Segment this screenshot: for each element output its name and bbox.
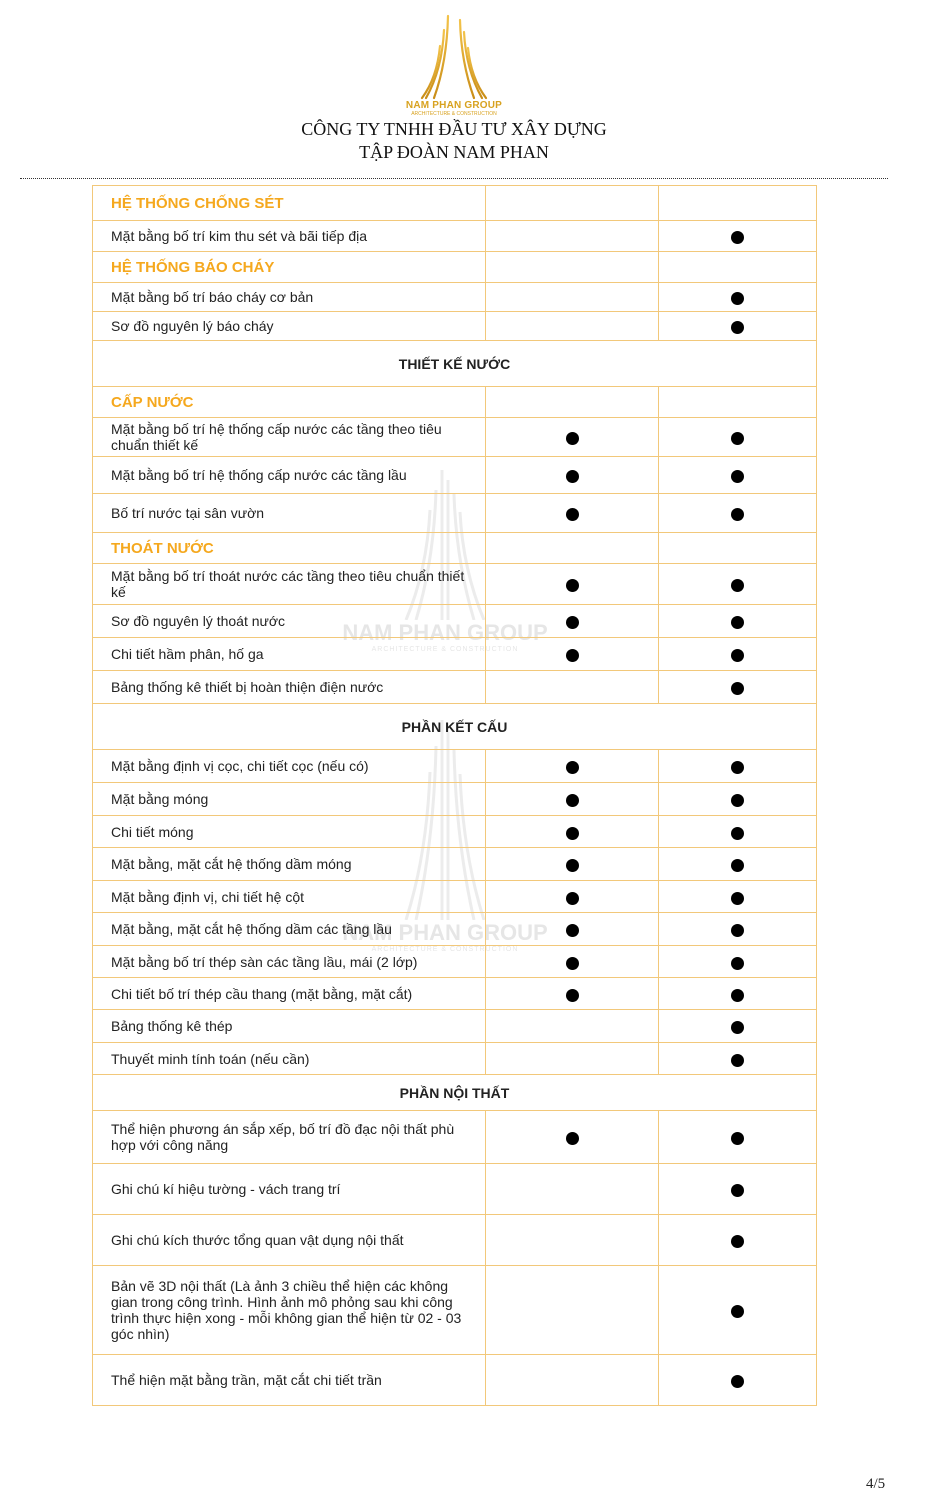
item-label: Bảng thống kê thiết bị hoàn thiện điện nước (93, 671, 486, 704)
subheading-row (93, 252, 817, 283)
filled-circle-icon (566, 892, 579, 905)
company-name-line1: CÔNG TY TNHH ĐẦU TƯ XÂY DỰNG (301, 119, 607, 139)
table-row (93, 638, 817, 671)
filled-circle-icon (731, 649, 744, 662)
mark-cell-col2 (659, 1043, 817, 1075)
mark-cell-col1 (486, 1215, 659, 1266)
mark-cell-col1 (486, 533, 659, 564)
item-label: Thể hiện mặt bằng trần, mặt cắt chi tiết trần (93, 1355, 486, 1406)
filled-circle-icon (731, 1305, 744, 1318)
filled-circle-icon (731, 1184, 744, 1197)
mark-cell-col2 (659, 186, 817, 221)
mark-cell-col2 (659, 671, 817, 704)
item-label: Mặt bằng móng (93, 783, 486, 816)
filled-circle-icon (566, 649, 579, 662)
mark-cell-col2 (659, 283, 817, 312)
mark-cell-col1 (486, 978, 659, 1010)
filled-circle-icon (731, 1375, 744, 1388)
table-row (93, 816, 817, 848)
filled-circle-icon (731, 231, 744, 244)
mark-cell-col1 (486, 564, 659, 605)
table-row (93, 946, 817, 978)
mark-cell-col2 (659, 418, 817, 457)
subheading-row (93, 186, 817, 221)
subheading-label: CẤP NƯỚC (93, 387, 486, 418)
mark-cell-col2 (659, 978, 817, 1010)
header-divider (20, 178, 888, 179)
mark-cell-col2 (659, 783, 817, 816)
mark-cell-col2 (659, 564, 817, 605)
mark-cell-col1 (486, 1043, 659, 1075)
subheading-label: HỆ THỐNG CHỐNG SÉT (93, 186, 486, 221)
mark-cell-col1 (486, 312, 659, 341)
mark-cell-col1 (486, 605, 659, 638)
item-label: Bảng thống kê thép (93, 1010, 486, 1043)
mark-cell-col1 (486, 457, 659, 494)
filled-circle-icon (566, 432, 579, 445)
item-label: Bản vẽ 3D nội thất (Là ảnh 3 chiều thể hiện các không gian trong công trình. Hình ảnh mô phỏng sau khi công trình thực hiện xong - mỗi không gian thể hiện từ 02 - 03 góc nhìn) (93, 1266, 486, 1355)
filled-circle-icon (731, 1054, 744, 1067)
mark-cell-col1 (486, 221, 659, 252)
table-row (93, 605, 817, 638)
mark-cell-col2 (659, 881, 817, 913)
item-label: Bố trí nước tại sân vườn (93, 494, 486, 533)
table-row (93, 221, 817, 252)
filled-circle-icon (731, 292, 744, 305)
mark-cell-col2 (659, 946, 817, 978)
item-label: Mặt bằng bố trí báo cháy cơ bản (93, 283, 486, 312)
table-row (93, 1111, 817, 1164)
item-label: Ghi chú kí hiệu tường - vách trang trí (93, 1164, 486, 1215)
mark-cell-col1 (486, 671, 659, 704)
page-number: 4/5 (866, 1476, 886, 1492)
section-heading-row (93, 341, 817, 387)
table-row (93, 881, 817, 913)
section-heading: PHẦN KẾT CẤU (93, 704, 817, 750)
item-label: Mặt bằng bố trí thép sàn các tầng lầu, mái (2 lớp) (93, 946, 486, 978)
mark-cell-col1 (486, 418, 659, 457)
mark-cell-col1 (486, 494, 659, 533)
table-row (93, 1010, 817, 1043)
filled-circle-icon (731, 1235, 744, 1248)
mark-cell-col2 (659, 1111, 817, 1164)
mark-cell-col2 (659, 457, 817, 494)
filled-circle-icon (566, 1132, 579, 1145)
item-label: Mặt bằng, mặt cắt hệ thống dầm móng (93, 848, 486, 881)
logo-name: NAM PHAN GROUP (405, 100, 503, 111)
subheading-row (93, 387, 817, 418)
company-logo (398, 2, 510, 118)
item-label: Sơ đồ nguyên lý báo cháy (93, 312, 486, 341)
mark-cell-col2 (659, 638, 817, 671)
watermark-text: NAM PHAN GROUP (342, 620, 548, 645)
table-row (93, 457, 817, 494)
mark-cell-col1 (486, 387, 659, 418)
filled-circle-icon (731, 321, 744, 334)
table-row (93, 671, 817, 704)
mark-cell-col2 (659, 1164, 817, 1215)
spec-table (92, 185, 817, 1406)
item-label: Mặt bằng định vị cọc, chi tiết cọc (nếu có) (93, 750, 486, 783)
mark-cell-col1 (486, 848, 659, 881)
table-row (93, 1215, 817, 1266)
table-row (93, 1355, 817, 1406)
item-label: Mặt bằng bố trí kim thu sét và bãi tiếp địa (93, 221, 486, 252)
mark-cell-col2 (659, 252, 817, 283)
item-label: Chi tiết móng (93, 816, 486, 848)
filled-circle-icon (731, 827, 744, 840)
filled-circle-icon (731, 794, 744, 807)
mark-cell-col1 (486, 1164, 659, 1215)
filled-circle-icon (731, 616, 744, 629)
skyscraper-logo-icon (420, 2, 488, 100)
item-label: Mặt bằng bố trí hệ thống cấp nước các tầng lầu (93, 457, 486, 494)
filled-circle-icon (731, 432, 744, 445)
mark-cell-col1 (486, 638, 659, 671)
mark-cell-col1 (486, 913, 659, 946)
filled-circle-icon (731, 761, 744, 774)
table-row (93, 283, 817, 312)
mark-cell-col2 (659, 387, 817, 418)
table-row (93, 1164, 817, 1215)
table-row (93, 312, 817, 341)
filled-circle-icon (566, 924, 579, 937)
filled-circle-icon (731, 924, 744, 937)
filled-circle-icon (566, 470, 579, 483)
filled-circle-icon (731, 682, 744, 695)
filled-circle-icon (731, 957, 744, 970)
mark-cell-col1 (486, 186, 659, 221)
item-label: Ghi chú kích thước tổng quan vật dụng nội thất (93, 1215, 486, 1266)
subheading-label: THOÁT NƯỚC (93, 533, 486, 564)
filled-circle-icon (566, 761, 579, 774)
mark-cell-col2 (659, 533, 817, 564)
section-heading: THIẾT KẾ NƯỚC (93, 341, 817, 387)
filled-circle-icon (731, 989, 744, 1002)
filled-circle-icon (566, 794, 579, 807)
table-row (93, 913, 817, 946)
filled-circle-icon (731, 859, 744, 872)
table-row (93, 1043, 817, 1075)
mark-cell-col1 (486, 816, 659, 848)
spec-table-body (93, 186, 817, 1406)
logo-tagline: ARCHITECTURE & CONSTRUCTION (411, 111, 497, 117)
mark-cell-col1 (486, 783, 659, 816)
item-label: Mặt bằng, mặt cắt hệ thống dầm các tầng lầu (93, 913, 486, 946)
mark-cell-col1 (486, 1010, 659, 1043)
mark-cell-col1 (486, 283, 659, 312)
filled-circle-icon (566, 579, 579, 592)
mark-cell-col1 (486, 1266, 659, 1355)
filled-circle-icon (731, 1132, 744, 1145)
mark-cell-col2 (659, 1266, 817, 1355)
mark-cell-col2 (659, 848, 817, 881)
mark-cell-col1 (486, 750, 659, 783)
table-row (93, 783, 817, 816)
item-label: Sơ đồ nguyên lý thoát nước (93, 605, 486, 638)
subheading-label: HỆ THỐNG BÁO CHÁY (93, 252, 486, 283)
mark-cell-col1 (486, 252, 659, 283)
filled-circle-icon (731, 892, 744, 905)
item-label: Mặt bằng định vị, chi tiết hệ cột (93, 881, 486, 913)
mark-cell-col2 (659, 1215, 817, 1266)
item-label: Chi tiết bố trí thép cầu thang (mặt bằng, mặt cắt) (93, 978, 486, 1010)
filled-circle-icon (566, 508, 579, 521)
table-row (93, 750, 817, 783)
table-row (93, 564, 817, 605)
watermark-tagline: ARCHITECTURE & CONSTRUCTION (371, 646, 519, 653)
mark-cell-col2 (659, 221, 817, 252)
watermark-text: NAM PHAN GROUP (342, 920, 548, 945)
mark-cell-col2 (659, 1355, 817, 1406)
watermark-tagline: ARCHITECTURE & CONSTRUCTION (371, 946, 519, 953)
item-label: Mặt bằng bố trí hệ thống cấp nước các tầng theo tiêu chuẩn thiết kế (93, 418, 486, 457)
item-label: Mặt bằng bố trí thoát nước các tầng theo tiêu chuẩn thiết kế (93, 564, 486, 605)
mark-cell-col2 (659, 1010, 817, 1043)
table-row (93, 978, 817, 1010)
item-label: Thuyết minh tính toán (nếu cần) (93, 1043, 486, 1075)
mark-cell-col1 (486, 1355, 659, 1406)
mark-cell-col2 (659, 494, 817, 533)
mark-cell-col2 (659, 913, 817, 946)
subheading-row (93, 533, 817, 564)
filled-circle-icon (566, 989, 579, 1002)
mark-cell-col2 (659, 605, 817, 638)
filled-circle-icon (566, 827, 579, 840)
mark-cell-col1 (486, 881, 659, 913)
filled-circle-icon (731, 508, 744, 521)
filled-circle-icon (731, 579, 744, 592)
mark-cell-col2 (659, 312, 817, 341)
table-row (93, 1266, 817, 1355)
mark-cell-col1 (486, 946, 659, 978)
mark-cell-col2 (659, 750, 817, 783)
filled-circle-icon (566, 859, 579, 872)
section-heading-row (93, 1075, 817, 1111)
filled-circle-icon (731, 470, 744, 483)
section-heading: PHẦN NỘI THẤT (93, 1075, 817, 1111)
filled-circle-icon (566, 957, 579, 970)
table-row (93, 848, 817, 881)
table-row (93, 494, 817, 533)
filled-circle-icon (566, 616, 579, 629)
section-heading-row (93, 704, 817, 750)
table-row (93, 418, 817, 457)
mark-cell-col2 (659, 816, 817, 848)
item-label: Thể hiện phương án sắp xếp, bố trí đồ đạc nội thất phù hợp với công năng (93, 1111, 486, 1164)
mark-cell-col1 (486, 1111, 659, 1164)
filled-circle-icon (731, 1021, 744, 1034)
company-name-line2: TẬP ĐOÀN NAM PHAN (359, 142, 549, 162)
item-label: Chi tiết hầm phân, hố ga (93, 638, 486, 671)
